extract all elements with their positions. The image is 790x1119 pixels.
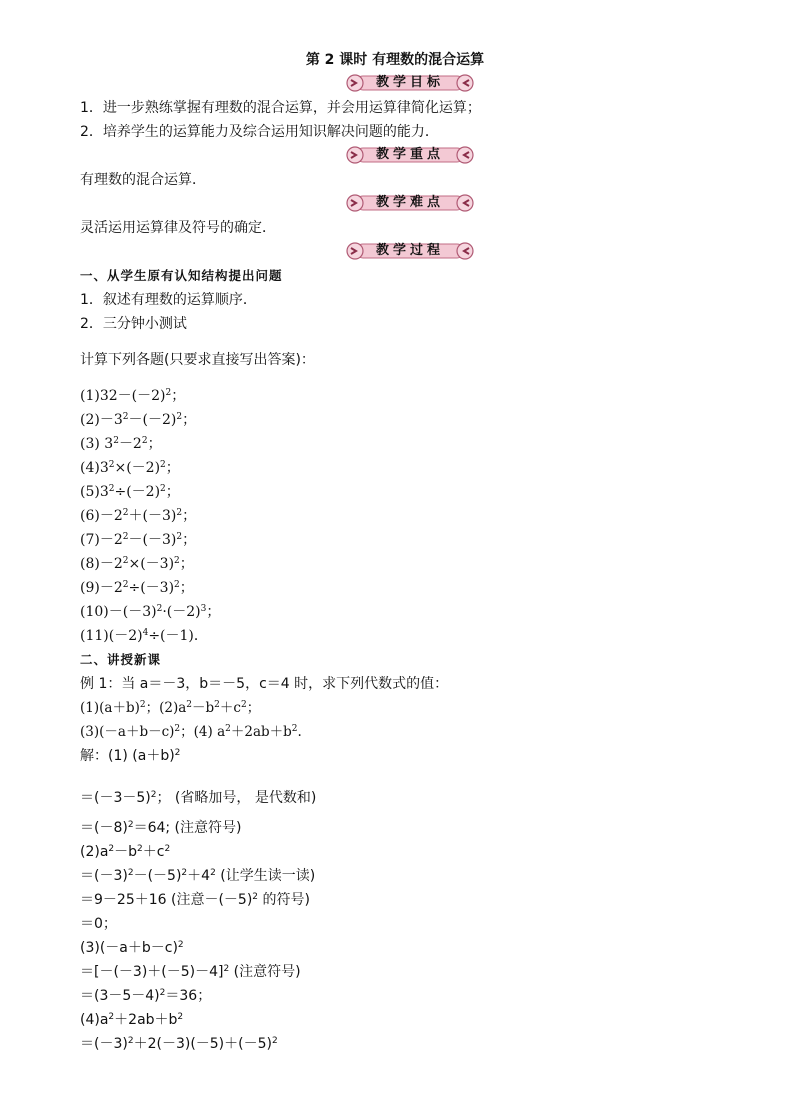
section-heading: 一、从学生原有认知结构提出问题 bbox=[80, 268, 283, 283]
page-title: 第 2 课时 有理数的混合运算 bbox=[305, 52, 485, 68]
solution-line: $=(-3)^2-(-5)^2+4^2$ (让学生读一读) bbox=[80, 868, 316, 884]
solution-line: 解：(1) $(a+b)^2$ bbox=[80, 748, 181, 764]
list-item: 1．叙述有理数的运算顺序． bbox=[80, 292, 257, 308]
solution-line: ＝0； bbox=[80, 916, 117, 932]
banner-label: 教学过程 bbox=[375, 243, 444, 258]
goal-item: 1．进一步熟练掌握有理数的混合运算，并会用运算律简化运算； bbox=[80, 100, 481, 116]
solution-line: $=[-(-3)+(-5)-4]^2$ (注意符号) bbox=[80, 964, 301, 980]
goals-banner bbox=[346, 73, 474, 93]
list-item: 2．三分钟小测试 bbox=[80, 316, 187, 332]
goal-item: 2．培养学生的运算能力及综合运用知识解决问题的能力． bbox=[80, 124, 439, 140]
section-heading: 二、讲授新课 bbox=[80, 652, 162, 667]
banner-label: 教学重点 bbox=[375, 147, 444, 162]
quiz-item: $(8)-2^2\times(-3)^2$； bbox=[80, 556, 194, 572]
solution-line: $=(3-5-4)^2=36$； bbox=[80, 988, 212, 1004]
solution-line: $(2)a^2-b^2+c^2$ bbox=[80, 844, 171, 860]
quiz-item: $(6)-2^2+(-3)^2$； bbox=[80, 508, 197, 524]
banner-label: 教学难点 bbox=[375, 195, 444, 210]
difficulty-text: 灵活运用运算律及符号的确定． bbox=[80, 220, 276, 236]
solution-line: $(4)a^2+2ab+b^2$ bbox=[80, 1012, 184, 1028]
key-banner bbox=[346, 145, 474, 165]
quiz-item: $(4)3^2\times(-2)^2$； bbox=[80, 460, 180, 476]
quiz-item: $(11)(-2)^4\div(-1)$． bbox=[80, 628, 208, 644]
instruction-text: 计算下列各题(只要求直接写出答案)： bbox=[80, 352, 315, 368]
solution-line: $=(-3)^2+2(-3)(-5)+(-5)^2$ bbox=[80, 1036, 278, 1052]
difficulty-banner bbox=[346, 193, 474, 213]
solution-line: $=(-3-5)^2$； (省略加号， 是代数和) bbox=[80, 790, 317, 806]
example-question: $(1)(a+b)^2$；$(2)a^2-b^2+c^2$； bbox=[80, 700, 261, 716]
quiz-item: $(1)32-(-2)^2$； bbox=[80, 388, 186, 404]
quiz-item: $(5)3^2\div(-2)^2$； bbox=[80, 484, 180, 500]
quiz-item: $(10)-(-3)^2\cdot(-2)^3$； bbox=[80, 604, 221, 620]
quiz-item: (3) $3^2-2^2$； bbox=[80, 436, 162, 452]
quiz-item: $(7)-2^2-(-3)^2$； bbox=[80, 532, 197, 548]
quiz-item: $(9)-2^2\div(-3)^2$； bbox=[80, 580, 194, 596]
process-banner bbox=[346, 241, 474, 261]
example-intro: 例 1：当 a＝－3，b＝－5，c＝4 时，求下列代数式的值： bbox=[80, 676, 449, 692]
example-question: $(3)(-a+b-c)^2$；(4) $a^2+2ab+b^2$. bbox=[80, 724, 302, 740]
quiz-item: $(2)-3^2-(-2)^2$； bbox=[80, 412, 197, 428]
banner-label: 教学目标 bbox=[375, 75, 444, 90]
solution-line: $=(-8)^2=64$; (注意符号) bbox=[80, 820, 242, 836]
solution-line: ＝9－25＋16 (注意$-(-5)^2$ 的符号) bbox=[80, 892, 310, 908]
solution-line: $(3)(-a+b-c)^2$ bbox=[80, 940, 184, 956]
key-point-text: 有理数的混合运算． bbox=[80, 172, 206, 188]
